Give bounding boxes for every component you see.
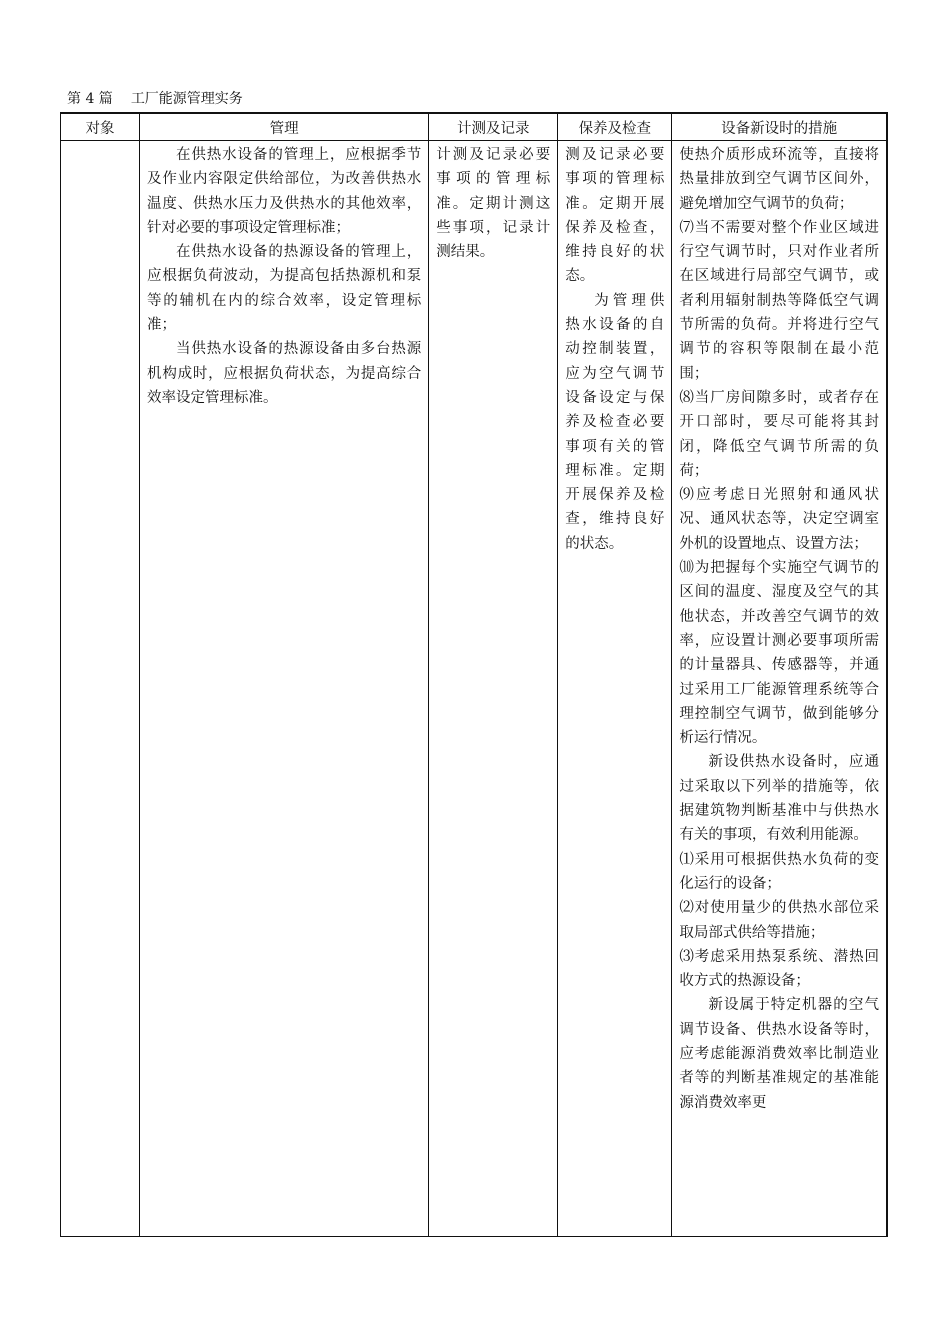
cell-paragraph: 新设属于特定机器的空气调节设备、供热水设备等时，应考虑能源消费效率比制造业者等的判断基准规定的基准能源消费效率更 bbox=[679, 997, 879, 1111]
column-header-measurement: 计测及记录 bbox=[429, 113, 558, 141]
cell-paragraph: 测及记录必要事项的管理标准。定期开展保养及检查，维持良好的状态。 bbox=[565, 147, 665, 285]
cell-paragraph: 新设供热水设备时，应通过采取以下列举的措施等，依据建筑物判断基准中与供热水有关的事项，有效利用能源。 bbox=[679, 754, 879, 844]
chapter-title: 工厂能源管理实务 bbox=[130, 91, 243, 107]
cell-paragraph: ⑵对使用量少的供热水部位采取局部式供给等措施； bbox=[679, 900, 879, 941]
cell-paragraph: ⑽为把握每个实施空气调节的区间的温度、湿度及空气的其他状态，并改善空气调节的效率，应设置计测必要事项所需的计量器具、传感器等，并通过采用工厂能源管理系统等合理控制空气调节，做到能够分析运行情况。 bbox=[679, 560, 879, 747]
cell-paragraph: ⑶考虑采用热泵系统、潜热回收方式的热源设备； bbox=[679, 948, 879, 990]
cell-paragraph: ⑺当不需要对整个作业区域进行空气调节时，只对作业者所在区域进行局部空气调节，或者利用辐射制热等降低空气调节所需的负荷。并将进行空气调节的容积等限制在最小范围； bbox=[679, 219, 879, 382]
table-row bbox=[61, 141, 888, 1237]
cell-paragraph: 当供热水设备的热源设备由多台热源机构成时，应根据负荷状态，为提高综合效率设定管理标准。 bbox=[147, 341, 422, 406]
cell-maintenance bbox=[558, 141, 672, 1237]
chapter-number: 第 4 篇 bbox=[67, 91, 113, 107]
column-header-maintenance: 保养及检查 bbox=[558, 113, 672, 141]
cell-paragraph: 计测及记录必要事项的管理标准。定期计测这些事项，记录计测结果。 bbox=[436, 147, 551, 261]
cell-management bbox=[140, 141, 429, 1237]
energy-management-table bbox=[60, 112, 888, 1237]
page-header bbox=[67, 89, 243, 109]
column-header-new-equipment: 设备新设时的措施 bbox=[672, 113, 887, 141]
cell-object bbox=[61, 141, 140, 1237]
cell-paragraph: ⑴采用可根据供热水负荷的变化运行的设备； bbox=[679, 851, 879, 892]
cell-paragraph: 为管理供热水设备的自动控制装置，应为空气调节设备设定与保养及检查必要事项有关的管理标准。定期开展保养及检查，维持良好的状态。 bbox=[565, 292, 665, 552]
column-header-management: 管理 bbox=[140, 113, 429, 141]
cell-paragraph: 在供热水设备的管理上，应根据季节及作业内容限定供给部位，为改善供热水温度、供热水压力及供热水的其他效率，针对必要的事项设定管理标准； bbox=[147, 147, 422, 236]
cell-paragraph: 使热介质形成环流等，直接将热量排放到空气调节区间外，避免增加空气调节的负荷； bbox=[679, 147, 879, 212]
cell-paragraph: ⑻当厂房间隙多时，或者存在开口部时，要尽可能将其封闭，降低空气调节所需的负荷； bbox=[679, 389, 879, 479]
column-header-object: 对象 bbox=[61, 113, 140, 141]
cell-measurement bbox=[429, 141, 558, 1237]
cell-paragraph: ⑼应考虑日光照射和通风状况、通风状态等，决定空调室外机的设置地点、设置方法； bbox=[679, 487, 879, 552]
table-header-row bbox=[61, 113, 888, 141]
cell-paragraph: 在供热水设备的热源设备的管理上，应根据负荷波动，为提高包括热源机和泵等的辅机在内的综合效率，设定管理标准； bbox=[147, 244, 422, 334]
cell-new-equipment bbox=[672, 141, 887, 1237]
